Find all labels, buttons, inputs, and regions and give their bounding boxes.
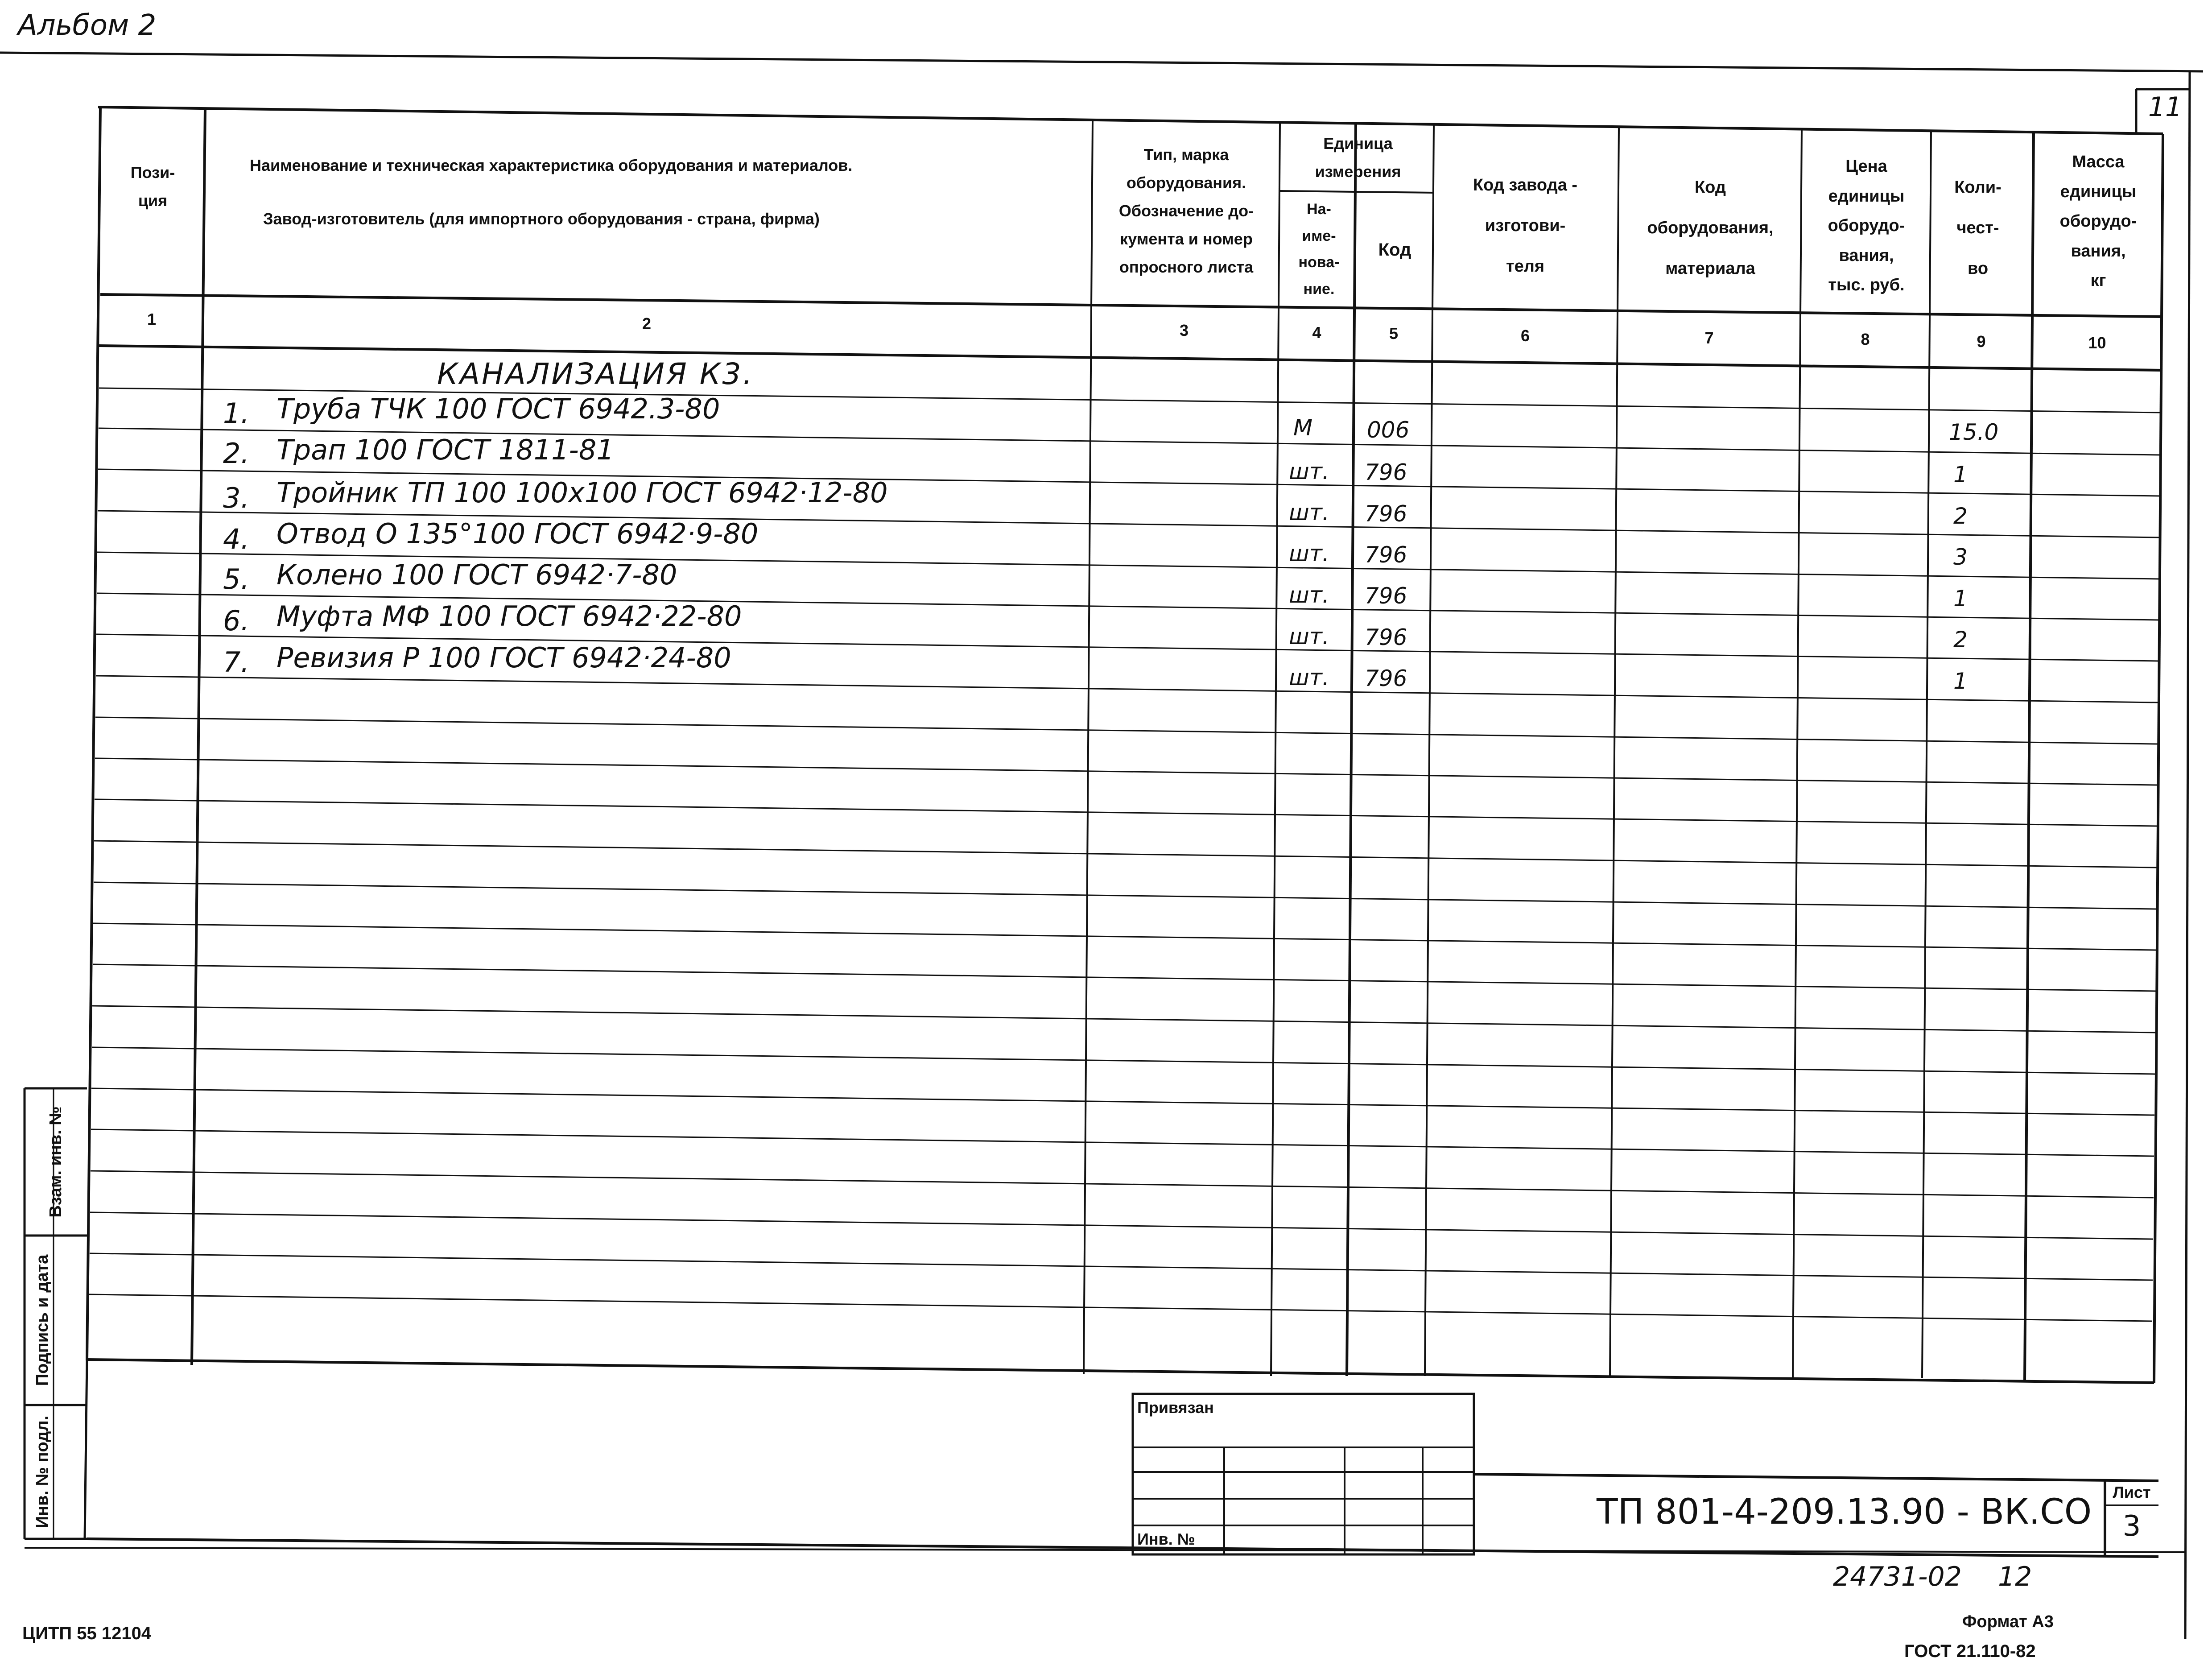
row-6-num: 6. — [223, 604, 250, 637]
row-1-code: 006 — [1367, 417, 1410, 443]
row-7-qty: 1 — [1953, 668, 1968, 694]
row-5-num: 5. — [223, 563, 250, 595]
list-label: Лист — [2113, 1483, 2151, 1501]
header-equipment-code: Код оборудования, материала — [1647, 178, 1774, 278]
archive-page: 12 — [1998, 1561, 2032, 1592]
col-num-8: 8 — [1861, 330, 1870, 348]
col-num-6: 6 — [1520, 327, 1530, 345]
row-4-qty: 3 — [1953, 544, 1968, 570]
row-6-unit: шт. — [1289, 624, 1329, 649]
side-label-vzam: Взам. инв. № — [46, 1106, 65, 1218]
header-plant-code: Код завода - изготови- теля — [1473, 176, 1578, 276]
row-6-code: 796 — [1365, 624, 1407, 650]
header-unit-group: Единица измерения — [1315, 134, 1401, 181]
col-num-4: 4 — [1312, 323, 1321, 342]
col-num-2: 2 — [642, 314, 652, 333]
album-title: Альбом 2 — [18, 9, 157, 42]
row-7-num: 7. — [223, 646, 250, 678]
row-2-name: Трап 100 ГОСТ 1811-81 — [276, 434, 614, 466]
row-5-code: 796 — [1365, 583, 1407, 609]
row-4-name: Отвод О 135°100 ГОСТ 6942·9-80 — [276, 517, 759, 550]
header-type: Тип, марка оборудования. Обозначение до- кумента и номер опросного листа — [1118, 145, 1254, 276]
document-designation: ТП 801-4-209.13.90 - ВК.СО — [1597, 1492, 2092, 1532]
row-7-code: 796 — [1365, 665, 1407, 691]
row-5-name: Колено 100 ГОСТ 6942·7-80 — [276, 558, 677, 591]
col-num-5: 5 — [1389, 324, 1399, 343]
side-label-inv-podl: Инв. № подл. — [33, 1415, 52, 1529]
gost-label: ГОСТ 21.110-82 — [1904, 1641, 2036, 1661]
row-6-name: Муфта МФ 100 ГОСТ 6942·22-80 — [276, 600, 742, 632]
row-4-unit: шт. — [1289, 541, 1329, 566]
row-4-code: 796 — [1365, 542, 1407, 568]
row-1-name: Труба ТЧК 100 ГОСТ 6942.3-80 — [276, 393, 720, 425]
col-num-9: 9 — [1977, 332, 1986, 351]
section-title: КАНАЛИЗАЦИЯ К3. — [437, 357, 754, 391]
list-number: 3 — [2122, 1510, 2141, 1543]
header-quantity: Коли- чест- во — [1954, 178, 2002, 278]
format-label: Формат А3 — [1962, 1612, 2054, 1631]
header-price: Цена единицы оборудо- вания, тыс. руб. — [1828, 157, 1905, 294]
header-name-line2: Завод-изготовитель (для импортного оборудования - страна, фирма) — [263, 210, 820, 228]
row-2-qty: 1 — [1953, 462, 1968, 488]
row-1-qty: 15.0 — [1949, 419, 1999, 445]
archive-number: 24731-02 — [1833, 1561, 1962, 1592]
inv-no-label: Инв. № — [1137, 1530, 1195, 1548]
header-mass: Масса единицы оборудо- вания, кг — [2059, 153, 2137, 290]
cytp-label: ЦИТП 55 12104 — [22, 1624, 152, 1643]
row-5-unit: шт. — [1289, 582, 1329, 608]
sheet-corner-number: 11 — [2148, 91, 2183, 123]
col-num-10: 10 — [2088, 334, 2106, 352]
row-3-code: 796 — [1365, 501, 1407, 527]
row-7-unit: шт. — [1289, 665, 1329, 690]
header-position: Пози- ция — [130, 163, 175, 210]
row-4-num: 4. — [223, 523, 250, 555]
row-3-qty: 2 — [1953, 503, 1968, 529]
row-2-num: 2. — [223, 437, 250, 470]
row-2-code: 796 — [1365, 459, 1407, 485]
col-num-3: 3 — [1179, 321, 1189, 339]
header-unit-code: Код — [1378, 240, 1411, 260]
row-3-name: Тройник ТП 100 100х100 ГОСТ 6942·12-80 — [276, 476, 888, 509]
row-7-name: Ревизия Р 100 ГОСТ 6942·24-80 — [276, 641, 731, 674]
row-1-num: 1. — [223, 397, 250, 430]
row-5-qty: 1 — [1953, 586, 1968, 612]
side-label-podpis: Подпись и дата — [33, 1254, 52, 1386]
row-2-unit: шт. — [1289, 459, 1329, 484]
col-num-1: 1 — [147, 310, 157, 328]
row-6-qty: 2 — [1953, 627, 1968, 653]
header-name-line1: Наименование и техническая характеристика оборудования и материалов. — [250, 156, 853, 174]
col-num-7: 7 — [1704, 329, 1714, 347]
row-1-unit: М — [1293, 415, 1313, 441]
header-unit-name: На- име- нова- ние. — [1298, 201, 1340, 298]
row-3-num: 3. — [223, 482, 250, 514]
row-3-unit: шт. — [1289, 500, 1329, 525]
privyazan-label: Привязан — [1137, 1398, 1214, 1417]
